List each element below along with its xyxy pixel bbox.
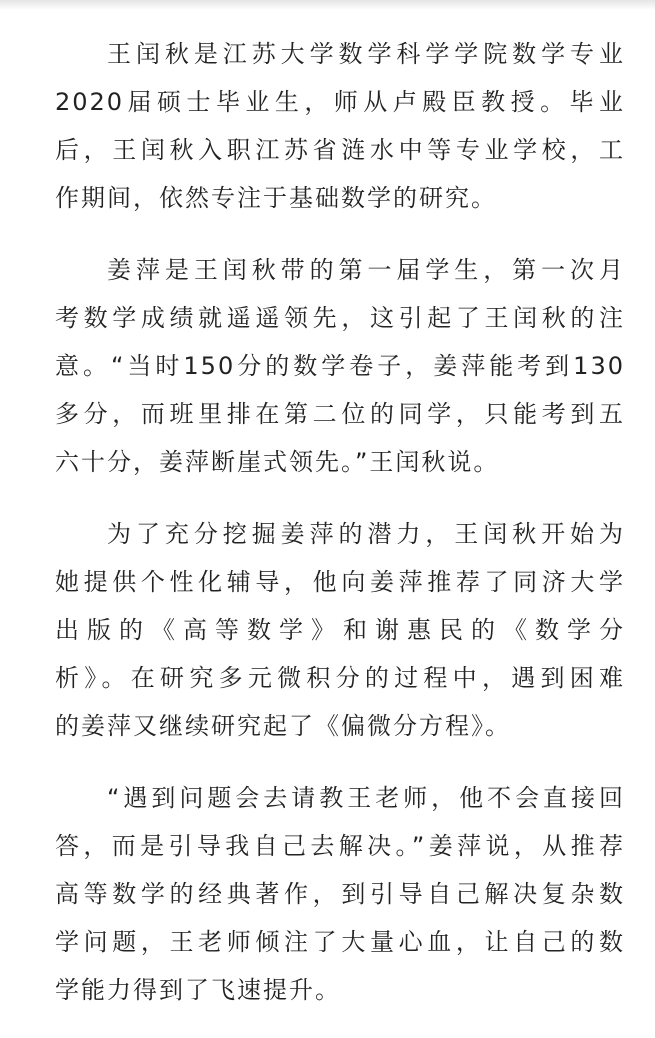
text-line: 意。“当时150分的数学卷子，姜萍能考到130 (55, 352, 625, 380)
text-line: 姜萍是王闰秋带的第一届学生，第一次月 (107, 256, 625, 284)
text-line: 析》。在研究多元微积分的过程中，遇到困难 (55, 664, 625, 692)
text-line: 后，王闰秋入职江苏省涟水中等专业学校，工 (55, 136, 625, 164)
text-line: “遇到问题会去请教王老师，他不会直接回 (107, 784, 625, 812)
paragraph-2 (55, 246, 625, 486)
paragraph-1 (55, 30, 625, 222)
text-line: 为了充分挖掘姜萍的潜力，王闰秋开始为 (107, 520, 625, 548)
paragraph-3 (55, 510, 625, 750)
text-line: 她提供个性化辅导，他向姜萍推荐了同济大学 (55, 568, 625, 596)
text-line: 作期间，依然专注于基础数学的研究。 (55, 184, 497, 212)
article-body (55, 30, 625, 1038)
top-shadow (0, 0, 655, 10)
text-line: 考数学成绩就遥遥领先，这引起了王闰秋的注 (55, 304, 625, 332)
paragraph-4 (55, 774, 625, 1014)
text-line: 出版的《高等数学》和谢惠民的《数学分 (55, 616, 625, 644)
text-line: 多分，而班里排在第二位的同学，只能考到五 (55, 400, 625, 428)
text-line: 2020届硕士毕业生，师从卢殿臣教授。毕业 (55, 88, 625, 116)
text-line: 高等数学的经典著作，到引导自己解决复杂数 (55, 880, 625, 908)
text-line: 王闰秋是江苏大学数学科学学院数学专业 (107, 40, 625, 68)
text-line: 的姜萍又继续研究起了《偏微分方程》。 (55, 712, 511, 740)
text-line: 答，而是引导我自己去解决。”姜萍说，从推荐 (55, 832, 625, 860)
text-line: 学问题，王老师倾注了大量心血，让自己的数 (55, 928, 625, 956)
text-line: 六十分，姜萍断崖式领先。”王闰秋说。 (55, 448, 500, 476)
text-line: 学能力得到了飞速提升。 (55, 976, 341, 1004)
